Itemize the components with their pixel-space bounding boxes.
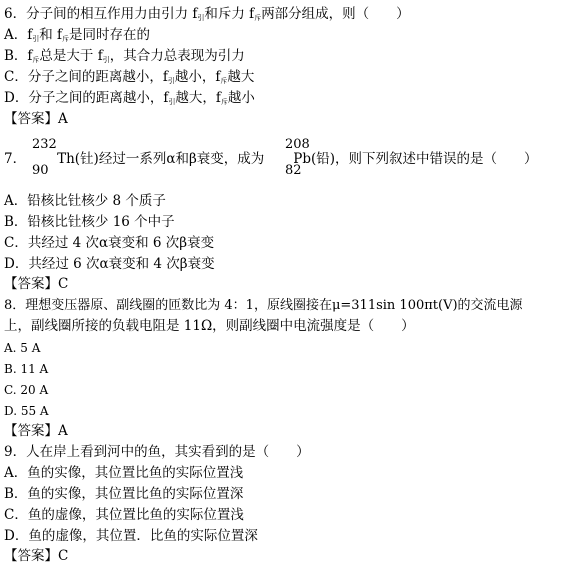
q6-option-b-mid: 总是大于 f (39, 48, 103, 64)
q8-stem-line1: 8．理想变压器原、副线圈的匝数比为 4：1，原线圈接在μ=311sin 100πt(V)的交流电源 (4, 298, 523, 313)
q7-option-a: A．铅核比钍核少 8 个质子 (4, 193, 166, 209)
q6-stem-subscript-1: 引 (197, 14, 205, 22)
q9-answer: 【答案】C (4, 548, 69, 564)
q7-pb-text: Pb(铅)，则下列叙述中错误的是（ ） (293, 151, 538, 167)
q7-th-mass-number: 232 (32, 137, 57, 152)
q6-stem-text-c: 两部分组成，则（ ） (261, 6, 410, 22)
q6-option-a-sub2: 斥 (62, 35, 70, 43)
q6-stem-text-b: 和斥力 f (204, 6, 255, 22)
q6-option-c-sub2: 斥 (220, 77, 228, 85)
q6-option-b-post: ，其合力总表现为引力 (109, 48, 245, 64)
q6-stem-subscript-2: 斥 (254, 14, 262, 22)
q6-answer: 【答案】A (4, 111, 68, 127)
q6-option-a-sub1: 引 (32, 35, 40, 43)
q6-option-b-sub2: 引 (102, 56, 110, 64)
q8-option-b: B. 11 A (4, 362, 49, 376)
q7-option-b: B．铅核比钍核少 16 个中子 (4, 214, 175, 230)
q6-option-d-sub2: 斥 (220, 98, 228, 106)
q6-option-b (4, 48, 245, 69)
q6-option-a-pre: A．f (4, 27, 33, 43)
q9-option-a: A．鱼的实像，其位置比鱼的实际位置浅 (4, 465, 244, 481)
q9-option-b: B．鱼的实像，其位置比鱼的实际位置深 (4, 486, 244, 502)
q6-option-a-mid: 和 f (39, 27, 63, 43)
q6-option-c-sub1: 引 (167, 77, 175, 85)
q6-option-c-pre: C．分子之间的距离越小，f (4, 69, 168, 85)
q6-stem (4, 6, 410, 27)
q6-option-b-pre: B．f (4, 48, 33, 64)
q8-answer: 【答案】A (4, 423, 68, 439)
q7-option-c: C．共经过 4 次α衰变和 6 次β衰变 (4, 235, 215, 251)
q6-option-d (4, 90, 255, 111)
q8-option-d: D. 55 A (4, 404, 49, 418)
q7-th-text: Th(钍)经过一系列α和β衰变，成为 (57, 151, 265, 167)
q8-option-c: C. 20 A (4, 383, 49, 397)
q6-option-d-pre: D．分子之间的距离越小，f (4, 90, 169, 106)
q6-option-b-sub1: 斥 (32, 56, 40, 64)
q9-stem: 9．人在岸上看到河中的鱼，其实看到的是（ ） (4, 444, 310, 460)
q9-option-c: C．鱼的虚像，其位置比鱼的实际位置浅 (4, 507, 244, 523)
q6-option-a (4, 27, 150, 48)
q7-answer: 【答案】C (4, 276, 69, 292)
q7-pb-atomic-number: 82 (285, 163, 302, 178)
q6-option-d-sub1: 引 (168, 98, 176, 106)
q6-option-c (4, 69, 254, 90)
q7-option-d: D．共经过 6 次α衰变和 4 次β衰变 (4, 256, 215, 272)
q6-option-c-mid: 越小，f (174, 69, 221, 85)
q9-option-d: D．鱼的虚像，其位置．比鱼的实际位置深 (4, 528, 258, 544)
q7-number: 7． (4, 151, 27, 167)
q6-option-c-post: 越大 (227, 69, 255, 85)
q8-option-a: A. 5 A (4, 341, 41, 355)
q7-stem (4, 151, 538, 168)
q6-option-d-mid: 越大，f (175, 90, 221, 106)
q6-stem-text-a: 6．分子间的相互作用力由引力 f (4, 6, 198, 22)
q7-pb-mass-number: 208 (285, 137, 310, 152)
q7-th-atomic-number: 90 (32, 163, 49, 178)
q6-option-a-post: 是同时存在的 (69, 27, 151, 43)
q6-option-d-post: 越小 (227, 90, 255, 106)
q8-stem-line2: 上，副线圈所接的负载电阻是 11Ω，则副线圈中电流强度是（ ） (4, 318, 415, 334)
